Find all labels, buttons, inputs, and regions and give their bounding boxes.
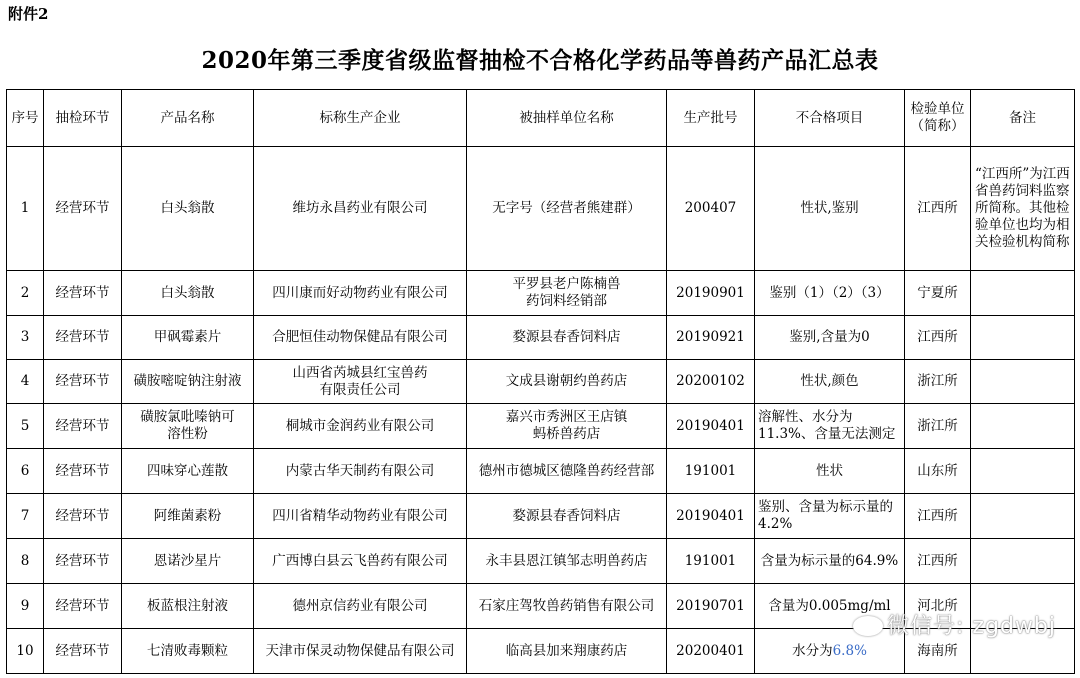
header-cell: 被抽样单位名称 — [467, 90, 667, 147]
cell-stage: 经营环节 — [44, 147, 122, 271]
header-cell: 标称生产企业 — [254, 90, 467, 147]
cell-item: 鉴别、含量为标示量的4.2% — [755, 494, 905, 539]
watermark-text: 微信号: zgdwbj — [887, 614, 1056, 639]
cell-no: 10 — [7, 629, 44, 674]
cell-sampled: 石家庄驾牧兽药销售有限公司 — [467, 584, 667, 629]
cell-lab: 江西所 — [905, 539, 971, 584]
cell-item: 溶解性、水分为11.3%、含量无法测定 — [755, 404, 905, 449]
cell-product: 甲砜霉素片 — [122, 316, 254, 360]
cell-maker: 合肥恒佳动物保健品有限公司 — [254, 316, 467, 360]
cell-stage: 经营环节 — [44, 271, 122, 316]
cell-stage: 经营环节 — [44, 316, 122, 360]
watermark — [853, 609, 1056, 640]
header-cell: 序号 — [7, 90, 44, 147]
cell-maker: 内蒙古华天制药有限公司 — [254, 449, 467, 494]
cell-stage: 经营环节 — [44, 629, 122, 674]
cell-no: 5 — [7, 404, 44, 449]
cell-product: 七清败毒颗粒 — [122, 629, 254, 674]
cell-product: 白头翁散 — [122, 271, 254, 316]
cell-item: 性状,颜色 — [755, 360, 905, 404]
cell-note-empty — [971, 539, 1075, 584]
header-cell: 抽检环节 — [44, 90, 122, 147]
cell-batch: 191001 — [667, 449, 755, 494]
cell-sampled: 婺源县春香饲料店 — [467, 494, 667, 539]
cell-batch: 20200102 — [667, 360, 755, 404]
table-row — [7, 494, 1075, 539]
cell-no: 4 — [7, 360, 44, 404]
cell-batch: 20190401 — [667, 494, 755, 539]
cell-item: 性状 — [755, 449, 905, 494]
header-cell: 不合格项目 — [755, 90, 905, 147]
cell-sampled: 临高县加来翔康药店 — [467, 629, 667, 674]
table-row — [7, 316, 1075, 360]
cell-lab: 河北所 — [905, 584, 971, 629]
cell-batch: 20190921 — [667, 316, 755, 360]
table-row — [7, 360, 1075, 404]
cell-item: 含量为标示量的64.9% — [755, 539, 905, 584]
cell-note-empty — [971, 271, 1075, 316]
cell-maker: 天津市保灵动物保健品有限公司 — [254, 629, 467, 674]
cell-product: 恩诺沙星片 — [122, 539, 254, 584]
cell-batch: 191001 — [667, 539, 755, 584]
cell-sampled: 德州市德城区德隆兽药经营部 — [467, 449, 667, 494]
cell-product: 白头翁散 — [122, 147, 254, 271]
cell-item: 鉴别,含量为0 — [755, 316, 905, 360]
cell-lab: 浙江所 — [905, 360, 971, 404]
cell-stage: 经营环节 — [44, 404, 122, 449]
cell-item: 含量为0.005mg/ml — [755, 584, 905, 629]
cell-product: 磺胺嘧啶钠注射液 — [122, 360, 254, 404]
cell-stage: 经营环节 — [44, 360, 122, 404]
cell-no: 3 — [7, 316, 44, 360]
cell-product: 磺胺氯吡嗪钠可溶性粉 — [122, 404, 254, 449]
cell-no: 8 — [7, 539, 44, 584]
cell-note: “江西所”为江西省兽药饲料监察所简称。其他检验单位也均为相关检验机构简称 — [971, 147, 1075, 271]
table-row — [7, 539, 1075, 584]
table-row — [7, 449, 1075, 494]
cell-no: 2 — [7, 271, 44, 316]
cell-sampled: 永丰县恩江镇邹志明兽药店 — [467, 539, 667, 584]
results-table — [6, 89, 1075, 674]
cell-maker: 四川康而好动物药业有限公司 — [254, 271, 467, 316]
page-title: 2020年第三季度省级监督抽检不合格化学药品等兽药产品汇总表 — [201, 47, 879, 74]
table-row — [7, 271, 1075, 316]
cell-no: 9 — [7, 584, 44, 629]
item-prefix: 水分为 — [792, 642, 833, 659]
cell-maker: 四川省精华动物药业有限公司 — [254, 494, 467, 539]
item-value: 6.8% — [832, 642, 867, 659]
cell-lab: 江西所 — [905, 147, 971, 271]
cell-maker: 桐城市金润药业有限公司 — [254, 404, 467, 449]
cell-product: 四味穿心莲散 — [122, 449, 254, 494]
header-row — [7, 90, 1075, 147]
cell-note-empty — [971, 316, 1075, 360]
cell-lab: 山东所 — [905, 449, 971, 494]
cell-sampled: 嘉兴市秀洲区王店镇蚂桥兽药店 — [467, 404, 667, 449]
cell-batch: 20190901 — [667, 271, 755, 316]
cell-no: 1 — [7, 147, 44, 271]
cell-item: 性状,鉴别 — [755, 147, 905, 271]
cell-lab: 江西所 — [905, 494, 971, 539]
header-cell: 备注 — [971, 90, 1075, 147]
cell-maker: 德州京信药业有限公司 — [254, 584, 467, 629]
cell-sampled: 婺源县春香饲料店 — [467, 316, 667, 360]
cell-stage: 经营环节 — [44, 584, 122, 629]
cell-sampled: 平罗县老户陈楠兽药饲料经销部 — [467, 271, 667, 316]
cell-item: 鉴别（1）（2）（3） — [755, 271, 905, 316]
cell-maker: 山西省芮城县红宝兽药有限责任公司 — [254, 360, 467, 404]
cell-product: 板蓝根注射液 — [122, 584, 254, 629]
header-cell: 检验单位（简称） — [905, 90, 971, 147]
cell-no: 7 — [7, 494, 44, 539]
cell-batch: 20190701 — [667, 584, 755, 629]
cell-product: 阿维菌素粉 — [122, 494, 254, 539]
table-row — [7, 404, 1075, 449]
attachment-label: 附件2 — [8, 5, 49, 23]
cell-maker: 维坊永昌药业有限公司 — [254, 147, 467, 271]
cell-lab: 浙江所 — [905, 404, 971, 449]
cell-stage: 经营环节 — [44, 449, 122, 494]
cell-maker: 广西博白县云飞兽药有限公司 — [254, 539, 467, 584]
wechat-icon — [853, 616, 883, 636]
cell-no: 6 — [7, 449, 44, 494]
cell-note-empty — [971, 360, 1075, 404]
cell-batch: 20190401 — [667, 404, 755, 449]
cell-note-empty — [971, 494, 1075, 539]
cell-stage: 经营环节 — [44, 494, 122, 539]
cell-lab: 海南所 — [905, 629, 971, 674]
cell-lab: 江西所 — [905, 316, 971, 360]
table-row — [7, 147, 1075, 271]
cell-batch: 200407 — [667, 147, 755, 271]
cell-stage: 经营环节 — [44, 539, 122, 584]
header-cell: 生产批号 — [667, 90, 755, 147]
cell-note-empty — [971, 449, 1075, 494]
cell-sampled: 无字号（经营者熊建群） — [467, 147, 667, 271]
header-cell: 产品名称 — [122, 90, 254, 147]
cell-note-empty — [971, 404, 1075, 449]
cell-lab: 宁夏所 — [905, 271, 971, 316]
cell-sampled: 文成县谢朝约兽药店 — [467, 360, 667, 404]
cell-batch: 20200401 — [667, 629, 755, 674]
